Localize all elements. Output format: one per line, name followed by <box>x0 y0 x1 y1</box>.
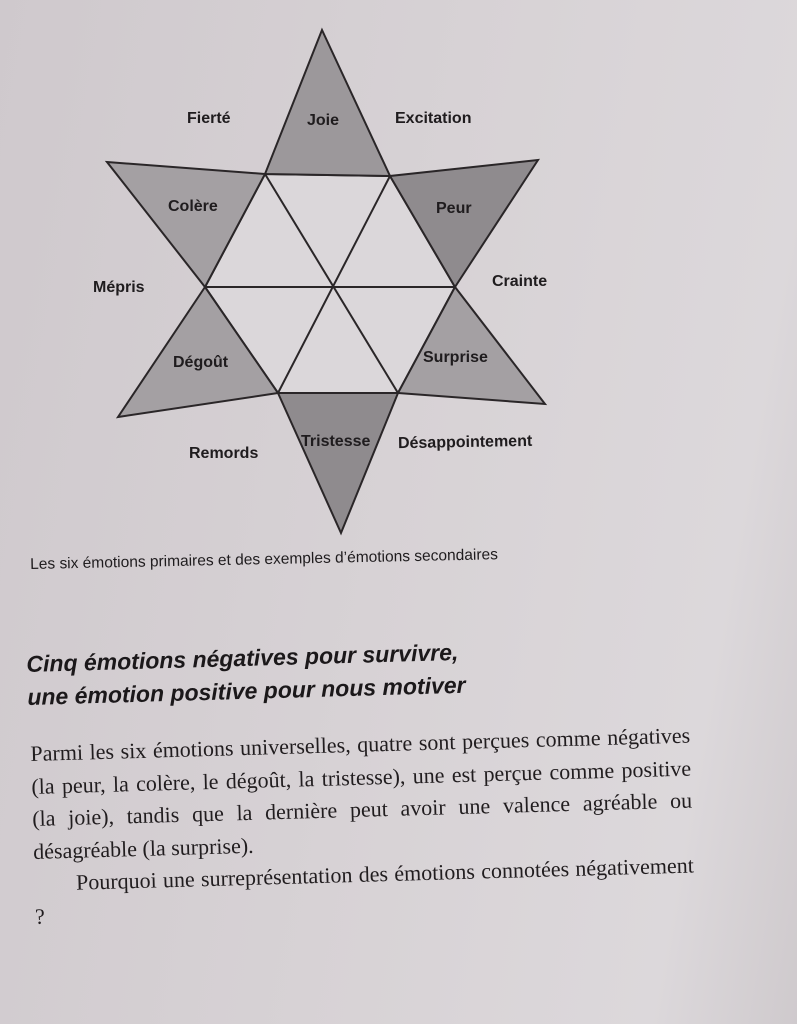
label-crainte: Crainte <box>492 273 548 290</box>
paragraph-1: Parmi les six émotions universelles, quatre sont perçues comme négatives (la peur, la colère, le dégoût, la tristesse), une est perçue comme positive (la joie), tandis que la dernière peut avoir une valence agréable ou désagréable (la surprise). <box>30 722 693 864</box>
label-colere: Colère <box>168 198 218 215</box>
section-heading <box>26 636 466 714</box>
label-peur: Peur <box>436 200 472 217</box>
paragraph-2: Pourquoi une surreprésentation des émotions connotées négativement ? <box>34 852 695 929</box>
triangle-tristesse <box>278 393 398 533</box>
label-degout: Dégoût <box>173 354 229 371</box>
label-tristesse: Tristesse <box>301 433 371 450</box>
figure-caption: Les six émotions primaires et des exemples d’émotions secondaires <box>30 546 499 573</box>
label-joie: Joie <box>307 112 340 129</box>
triangle-joie <box>265 30 390 176</box>
body-text <box>30 720 695 933</box>
label-mepris: Mépris <box>93 279 145 296</box>
label-excitation: Excitation <box>395 110 472 127</box>
section-heading-line-2: une émotion positive pour nous motiver <box>27 671 466 710</box>
label-desappointement: Désappointement <box>397 432 533 453</box>
label-fierte: Fierté <box>187 110 231 127</box>
label-remords: Remords <box>189 445 259 462</box>
section-heading-line-1: Cinq émotions négatives pour survivre, <box>26 638 459 677</box>
label-surprise: Surprise <box>423 349 488 366</box>
